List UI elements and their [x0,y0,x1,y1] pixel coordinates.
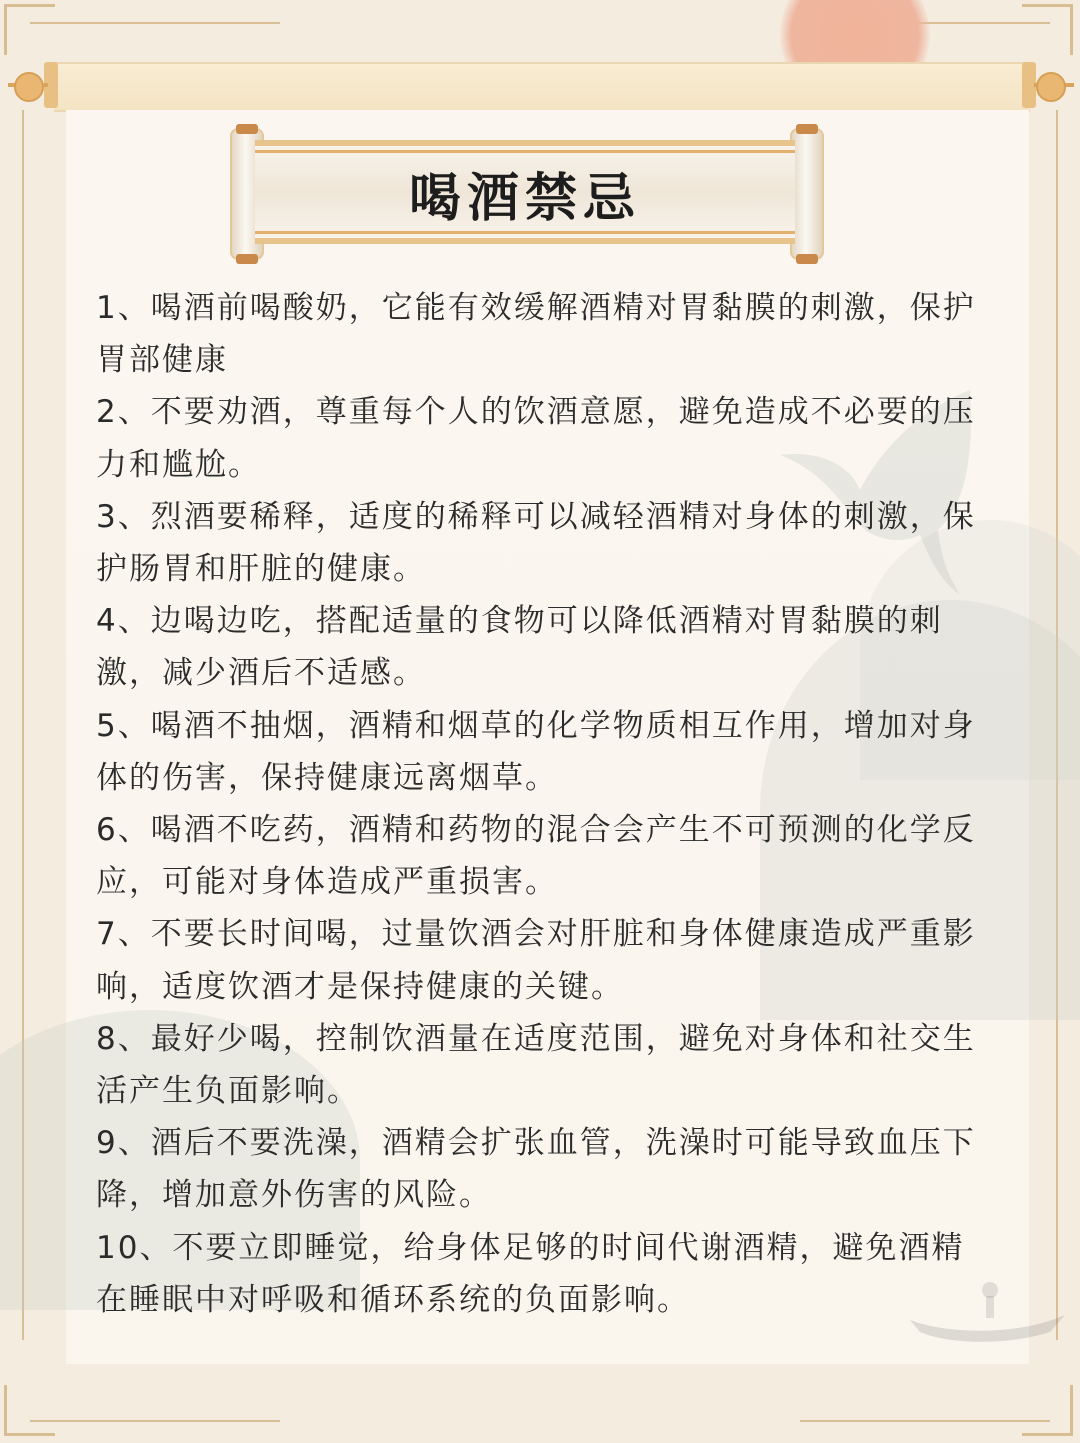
roll-cap-left-bottom [236,254,258,264]
frame-line-bottom-right [800,1420,1050,1422]
page-title: 喝酒禁忌 [408,167,641,229]
list-item: 9、酒后不要洗澡，酒精会扩张血管，洗澡时可能导致血压下降，增加意外伤害的风险。 [96,1125,976,1214]
corner-ornament-tr [1022,4,1073,55]
roll-cap-right-bottom [796,254,818,264]
rod-knob-right [1036,72,1066,102]
list-item: 8、最好少喝，控制饮酒量在适度范围，避免对身体和社交生活产生负面影响。 [96,1020,976,1110]
list-item: 3、烈酒要稀释，适度的稀释可以减轻酒精对身体的刺激，保护肠胃和肝脏的健康。 [96,498,976,588]
frame-line-bottom [30,1420,280,1422]
top-scroll-rod [54,62,1030,112]
list-item: 2、不要劝酒，尊重每个人的饮酒意愿，避免造成不必要的压力和尴尬。 [96,394,976,483]
frame-line-top [30,22,280,24]
title-scroll-roll-right [790,128,824,260]
corner-ornament-bl [4,1385,55,1436]
roll-cap-left-top [236,124,258,134]
corner-ornament-br [1022,1385,1073,1436]
list-item: 1、喝酒前喝酸奶，它能有效缓解酒精对胃黏膜的刺激，保护胃部健康 [96,290,976,379]
list-item: 7、不要长时间喝，过量饮酒会对肝脏和身体健康造成严重影响，适度饮酒才是保持健康的关键。 [96,916,976,1005]
corner-ornament-tl [4,4,55,55]
list-item: 6、喝酒不吃药，酒精和药物的混合会产生不可预测的化学反应，可能对身体造成严重损害。 [96,812,976,901]
rod-knob-left [14,72,44,102]
tips-list [96,282,996,1326]
list-item: 10、不要立即睡觉，给身体足够的时间代谢酒精，避免酒精在睡眠中对呼吸和循环系统的负面影响。 [96,1229,965,1318]
roll-cap-right-top [796,124,818,134]
list-item: 5、喝酒不抽烟，酒精和烟草的化学物质相互作用，增加对身体的伤害，保持健康远离烟草。 [96,707,976,796]
list-item: 4、边喝边吃，搭配适量的食物可以降低酒精对胃黏膜的刺激，减少酒后不适感。 [96,603,943,692]
